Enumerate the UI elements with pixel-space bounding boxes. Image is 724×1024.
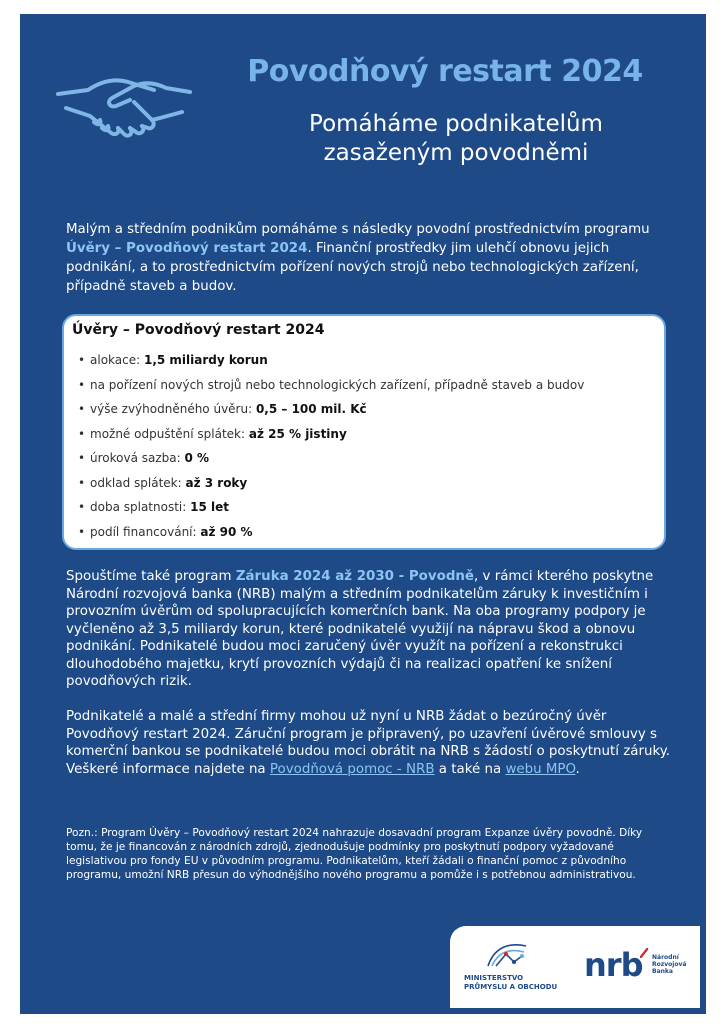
intro-text: . Finanční prostředky jim ulehčí obnovu jejich podnikání, a to prostřednictvím pořízení nových strojů nebo technologických zařízení, případně staveb a budov.	[66, 241, 639, 294]
paragraph-text: .	[575, 761, 580, 777]
mpo-name-line: MINISTERSTVO	[464, 974, 524, 982]
list-item	[78, 397, 658, 422]
info-box-title: Úvěry – Povodňový restart 2024	[72, 322, 325, 338]
paragraph-text: Podnikatelé a malé a střední firmy mohou už nyní u NRB žádat o bezúročný úvěr Povodňový restart 2024. Záruční program je připravený, po uzavření úvěrové smlouvy s komerční bankou se podnikatelé budou moci obrátit na NRB s žádostí o poskytnutí záruky. Veškeré informace najdete na	[66, 709, 670, 777]
bullet: •	[78, 451, 86, 465]
paragraph-text: a také na	[434, 761, 506, 777]
mpo-web-link[interactable]: webu MPO	[505, 761, 576, 777]
intro-text: Malým a středním podnikům pomáháme s následky povodní prostřednictvím programu	[66, 222, 650, 237]
list-item	[78, 520, 658, 545]
paragraph-text: Spouštíme také program	[66, 569, 236, 584]
bullet: •	[78, 426, 86, 441]
guarantee-program-highlight: Záruka 2024 až 2030 - Povodně	[235, 569, 475, 584]
item-label: na pořízení nových strojů nebo technologických zařízení, případně staveb a budov	[90, 377, 585, 392]
list-item	[78, 495, 658, 520]
subtitle-line: zasaženým povodněmi	[323, 140, 589, 166]
item-value: 15 let	[190, 500, 229, 514]
list-item	[78, 446, 658, 471]
paragraph-text: , v rámci kterého poskytne Národní rozvojová banka (NRB) malým a středním podnikatelům záruky k investičním i provozním úvěrům od spolupracujících komerčních bank. Na oba programy podpory je vyčleněno až 3,5 miliardy korun, které podnikatelé využijí na nápravu škod a obnovu podnikání. Podnikatelé budou moci zaručený úvěr využít na pořízení a rekonstrukci dlouhodobého majetku, krytí provozních výdajů či na realizaci opatření ke snížení povodňových rizik.	[66, 569, 654, 689]
item-label: odklad splátek:	[90, 475, 186, 490]
item-label: možné odpuštění splátek:	[90, 426, 249, 441]
item-value: až 25 % jistiny	[248, 426, 347, 441]
mpo-name	[464, 974, 557, 991]
bullet: •	[78, 377, 86, 392]
mpo-name-line: PRŮMYSLU A OBCHODU	[464, 982, 558, 991]
nrb-name-line: Rozvojová	[652, 961, 687, 968]
nrb-name-line: Banka	[652, 968, 673, 975]
nrb-wordmark: nrb	[584, 946, 643, 984]
list-item	[78, 422, 658, 447]
item-label: doba splatnosti:	[90, 500, 191, 514]
item-value: 0 %	[184, 451, 210, 465]
footnote: Pozn.: Program Úvěry – Povodňový restart 2024 nahrazuje dosavadní program Expanze úvěry povodně. Díky tomu, že je financován z národních zdrojů, zjednodušuje podmínky pro poskytnutí podpory vyžadované legislativou pro fondy EU v původním programu. Podnikatelům, kteří žádali o finanční pomoc z původního programu, umožní NRB přesun do výhodnějšího nového programu a pomůže i s potřebnou administrativou.	[66, 827, 643, 881]
item-label: alokace:	[90, 353, 144, 367]
handshake-icon	[54, 56, 194, 146]
nrb-name-line: Národní	[652, 954, 679, 961]
program-name-highlight: Úvěry – Povodňový restart 2024	[66, 241, 308, 256]
program-parameters-list	[78, 348, 658, 544]
mpo-emblem-icon	[484, 940, 530, 970]
bullet: •	[78, 524, 86, 539]
item-value: 1,5 miliardy korun	[143, 353, 268, 367]
nrb-logo	[584, 944, 694, 990]
program-info-box	[62, 314, 666, 550]
list-item	[78, 471, 658, 496]
item-label: výše zvýhodněného úvěru:	[90, 402, 256, 416]
nrb-name	[652, 954, 686, 975]
bullet: •	[78, 353, 86, 367]
bullet: •	[78, 402, 86, 416]
mpo-logo	[464, 940, 574, 1000]
list-item	[78, 348, 658, 373]
item-label: úroková sazba:	[90, 451, 185, 465]
flyer-page	[20, 14, 706, 1014]
subtitle-line: Pomáháme podnikatelům	[309, 111, 603, 137]
item-value: až 3 roky	[185, 475, 248, 490]
page-subtitle	[256, 110, 656, 168]
guarantee-program-paragraph	[66, 568, 670, 691]
nrb-accent-icon	[640, 948, 648, 958]
item-value: až 90 %	[200, 524, 253, 539]
partner-logos	[450, 926, 700, 1008]
item-value: 0,5 – 100 mil. Kč	[255, 402, 367, 416]
nrb-flood-help-link[interactable]: Povodňová pomoc - NRB	[269, 761, 435, 777]
intro-paragraph	[66, 220, 666, 296]
bullet: •	[78, 500, 86, 514]
list-item	[78, 373, 658, 398]
page-title: Povodňový restart 2024	[247, 54, 643, 89]
bullet: •	[78, 475, 86, 490]
item-label: podíl financování:	[90, 524, 201, 539]
application-info-paragraph	[66, 708, 670, 778]
